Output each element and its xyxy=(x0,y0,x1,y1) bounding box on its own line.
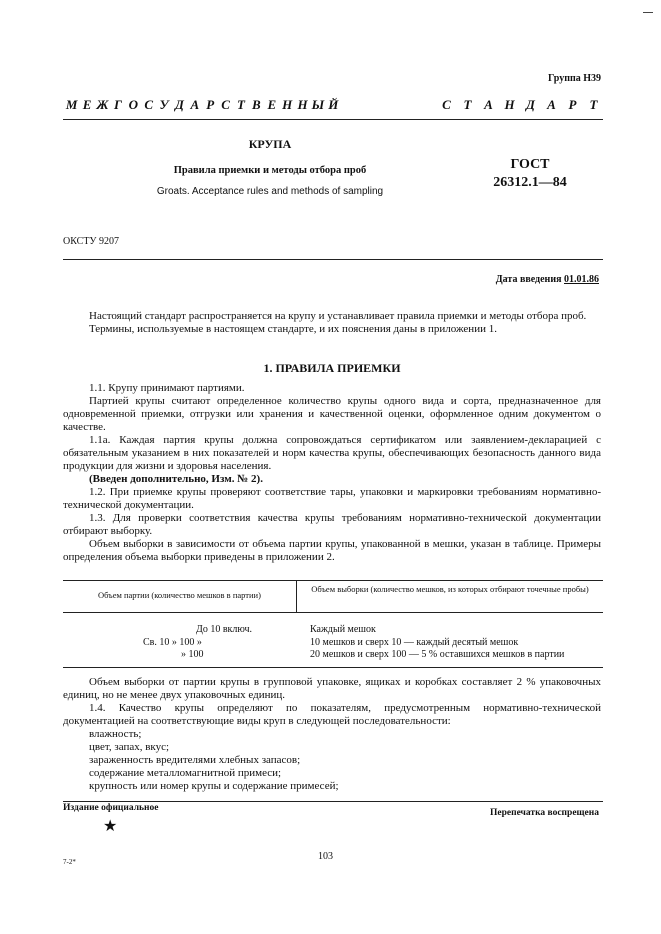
heading-letter: Н xyxy=(297,97,308,112)
table-header-lot: Объем партии (количество мешков в партии) xyxy=(98,590,261,600)
paragraph: 1.1. Крупу принимают партиями. xyxy=(89,382,245,394)
heading-letter: У xyxy=(159,97,169,112)
paragraph: 1.2. При приемке крупы проверяют соответствие тары, упаковки и маркировки требованиям нормативно-технической документации. xyxy=(63,486,601,511)
document-title-english: Groats. Acceptance rules and methods of sampling xyxy=(156,186,384,197)
interstate-standard-heading xyxy=(64,97,604,113)
table-header-sample: Объем выборки (количество мешков, из которых отбирают точечные пробы) xyxy=(311,584,589,594)
section1-text xyxy=(63,382,601,564)
list-item: цвет, запах, вкус; xyxy=(89,741,170,753)
heading-letter: Ж xyxy=(96,97,109,112)
heading-letter: О xyxy=(128,97,138,112)
document-subtitle: Правила приемки и методы отбора проб xyxy=(173,165,367,176)
heading-letter: М xyxy=(65,97,78,112)
standard-word xyxy=(436,97,604,113)
section-title: 1. ПРАВИЛА ПРИЕМКИ xyxy=(263,361,401,375)
oksty-code: ОКСТУ 9207 xyxy=(63,236,120,247)
gost-designation xyxy=(470,157,590,191)
list-item: зараженность вредителями хлебных запасов; xyxy=(89,754,301,766)
table-header-rule xyxy=(63,612,603,613)
list-item: крупность или номер крупы и содержание примесей; xyxy=(89,780,339,792)
heading-letter: Й xyxy=(328,97,339,112)
gost-label: ГОСТ xyxy=(510,157,550,172)
heading-letter: Т xyxy=(589,97,598,112)
official-edition: Издание официальное xyxy=(63,803,159,813)
interstate-word xyxy=(64,97,341,113)
page-number: 103 xyxy=(318,851,333,862)
heading-letter: Т xyxy=(463,97,472,112)
intro-text xyxy=(63,310,601,336)
paragraph: 1.4. Качество крупы определяют по показателям, предусмотренным нормативно-технической документацией на соответствующие виды круп в следующей последовательности: xyxy=(63,702,601,727)
paragraph: 1.1а. Каждая партия крупы должна сопровождаться сертификатом или заявлением-декларацией с обязательным указанием в них показателей и норм качества крупы, обеспечивающих безопасность данного вида продукции для жизни и здоровья населения. xyxy=(63,434,601,472)
intro-date-label: Дата введения xyxy=(495,274,562,285)
paragraph: 1.3. Для проверки соответствия качества крупы требованиям нормативно-технической документации отбирают выборку. xyxy=(63,512,601,537)
list-item: влажность; xyxy=(89,728,142,740)
table-col-sample xyxy=(310,624,610,662)
header-rule xyxy=(63,119,603,120)
heading-letter: Г xyxy=(113,97,122,112)
paragraph: Объем выборки от партии крупы в групповой упаковке, ящиках и коробках составляет 2 % упаковочных единиц, но не менее двух упаковочных единиц. xyxy=(63,676,601,701)
table-header-divider xyxy=(296,580,297,612)
corner-mark xyxy=(643,12,653,13)
table-bottom-rule xyxy=(63,667,603,668)
heading-letter: Н xyxy=(504,97,515,112)
intro-paragraph: Термины, используемые в настоящем стандарте, и их пояснения даны в приложении 1. xyxy=(89,323,497,335)
heading-letter: В xyxy=(252,97,261,112)
heading-letter: Д xyxy=(526,97,535,112)
table-cell: До 10 включ. xyxy=(196,624,253,635)
table-cell: Каждый мешок xyxy=(310,624,376,635)
heading-letter: С xyxy=(221,97,230,112)
gost-number: 26312.1—84 xyxy=(493,175,567,190)
table-col-lot xyxy=(63,624,296,662)
table-top-rule xyxy=(63,580,603,581)
paragraph: Партией крупы считают определенное количество крупы одного вида и сорта, предназначенное для одновременной приемки, отгрузки или хранения и качественной оценки, оформленное одним документом о качестве. xyxy=(63,395,601,433)
table-cell: 20 мешков и сверх 100 — 5 % оставшихся мешков в партии xyxy=(310,649,565,660)
paragraph: Объем выборки в зависимости от объема партии крупы, упакованной в мешки, указан в таблице. Примеры определения объема выборки приведены в приложении 2. xyxy=(63,538,601,563)
table-cell: 10 мешков и сверх 10 — каждый десятый мешок xyxy=(310,636,519,648)
table-cell: » 100 xyxy=(181,649,204,660)
title-block xyxy=(120,137,420,197)
list-item: содержание металломагнитной примеси; xyxy=(89,767,282,779)
heading-letter: А xyxy=(190,97,200,112)
intro-paragraph: Настоящий стандарт распространяется на крупу и устанавливает правила приемки и методы отбора проб. xyxy=(89,310,587,322)
heading-letter: Е xyxy=(267,97,277,112)
intro-date xyxy=(496,274,599,285)
heading-letter: Ы xyxy=(311,97,325,112)
heading-letter: А xyxy=(484,97,493,112)
heading-letter: Р xyxy=(568,97,577,112)
heading-letter: Т xyxy=(237,97,245,112)
meta-rule xyxy=(63,259,603,260)
heading-letter: Д xyxy=(174,97,184,112)
footer-rule xyxy=(63,801,603,802)
star-icon: ★ xyxy=(103,818,118,835)
table-cell: Св. 10 » 100 » xyxy=(143,636,202,648)
intro-date-value: 01.01.86 xyxy=(564,274,599,285)
heading-letter: А xyxy=(547,97,556,112)
after-table-text xyxy=(63,676,601,793)
amendment-note: (Введен дополнительно, Изм. № 2). xyxy=(89,473,263,485)
heading-letter: С xyxy=(442,97,451,112)
heading-letter: С xyxy=(144,97,153,112)
sheet-mark: 7-2* xyxy=(63,858,76,866)
heading-letter: Н xyxy=(282,97,293,112)
document-title: КРУПА xyxy=(248,137,292,151)
group-label: Группа Н39 xyxy=(548,73,601,84)
heading-letter: Р xyxy=(206,97,215,112)
reprint-notice: Перепечатка воспрещена xyxy=(489,808,599,818)
heading-letter: Е xyxy=(82,97,92,112)
